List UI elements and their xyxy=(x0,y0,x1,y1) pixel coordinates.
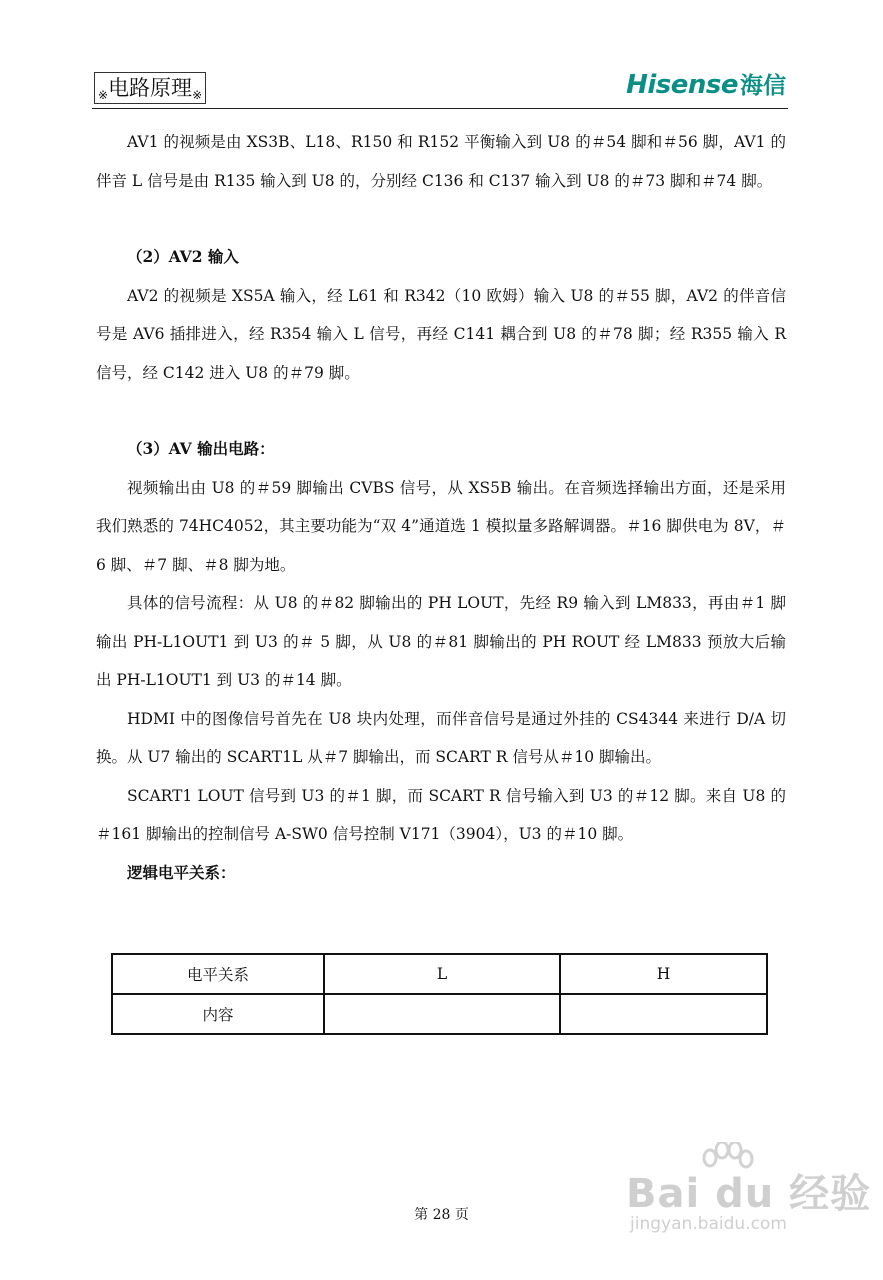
paragraph-av2: AV2 的视频是 XS5A 输入，经 L61 和 R342（10 欧姆）输入 U8 的＃55 脚，AV2 的伴音信号是 AV6 插排进入，经 R354 输入 L 信号，再经 C141 耦合到 U8 的＃78 脚；经 R355 输入 R 信号，经 C142 进入 U8 的＃79 脚。 xyxy=(96,286,786,382)
chapter-title-box xyxy=(94,72,206,104)
paragraph-av1: AV1 的视频是由 XS3B、L18、R150 和 R152 平衡输入到 U8 的＃54 脚和＃56 脚，AV1 的伴音 L 信号是由 R135 输入到 U8 的，分别经 C136 和 C137 输入到 U8 的＃73 脚和＃74 脚。 xyxy=(96,133,786,190)
logo-text-cn: 海信 xyxy=(740,73,786,99)
document-body xyxy=(96,123,786,892)
page-header xyxy=(92,70,788,109)
table-header-row xyxy=(112,954,767,994)
table-cell xyxy=(560,994,767,1034)
heading-logic-levels: 逻辑电平关系： xyxy=(127,862,236,882)
table-header-cell: H xyxy=(560,954,767,994)
heading-av-output: （3）AV 输出电路： xyxy=(127,439,275,458)
spacer xyxy=(96,392,786,430)
watermark-main-text: Bai du 经验 xyxy=(626,1171,872,1217)
table-cell xyxy=(324,994,560,1034)
logic-level-table xyxy=(111,953,768,1035)
spacer xyxy=(96,200,786,238)
heading-av2-input: （2）AV2 输入 xyxy=(127,247,239,266)
page-number: 第 28 页 xyxy=(414,1207,469,1223)
baidu-watermark xyxy=(626,1142,872,1252)
table-header-cell: L xyxy=(324,954,560,994)
paw-icon xyxy=(700,1142,754,1186)
paragraph-signal-flow: 具体的信号流程：从 U8 的＃82 脚输出的 PH LOUT，先经 R9 输入到 LM833，再由＃1 脚输出 PH-L1OUT1 到 U3 的＃ 5 脚，从 U8 的＃81 脚输出的 PH ROUT 经 LM833 预放大后输出 PH-L1OUT1 到 U3 的＃14 脚。 xyxy=(96,594,786,689)
table-header-cell: 电平关系 xyxy=(112,954,324,994)
paragraph-hdmi: HDMI 中的图像信号首先在 U8 块内处理，而伴音信号是通过外挂的 CS4344 来进行 D/A 切换。从 U7 输出的 SCART1L 从＃7 脚输出，而 SCART R 信号从＃10 脚输出。 xyxy=(96,709,786,766)
logo-text-en: Hisense xyxy=(626,70,738,100)
reference-mark-right: ※ xyxy=(192,88,203,102)
table-row xyxy=(112,994,767,1034)
table-cell: 内容 xyxy=(112,994,324,1034)
chapter-title: 电路原理 xyxy=(108,76,193,100)
watermark-url: jingyan.baidu.com xyxy=(630,1214,787,1234)
paragraph-video-output: 视频输出由 U8 的＃59 脚输出 CVBS 信号，从 XS5B 输出。在音频选择输出方面，还是采用我们熟悉的 74HC4052，其主要功能为“双 4”通道选 1 模拟量多路解调器。＃16 脚供电为 8V，＃6 脚、＃7 脚、＃8 脚为地。 xyxy=(96,478,786,574)
reference-mark-left: ※ xyxy=(98,88,109,102)
hisense-logo xyxy=(626,72,786,101)
paragraph-scart: SCART1 LOUT 信号到 U3 的＃1 脚，而 SCART R 信号输入到 U3 的＃12 脚。来自 U8 的＃161 脚输出的控制信号 A-SW0 信号控制 V171（3904），U3 的＃10 脚。 xyxy=(96,786,786,843)
